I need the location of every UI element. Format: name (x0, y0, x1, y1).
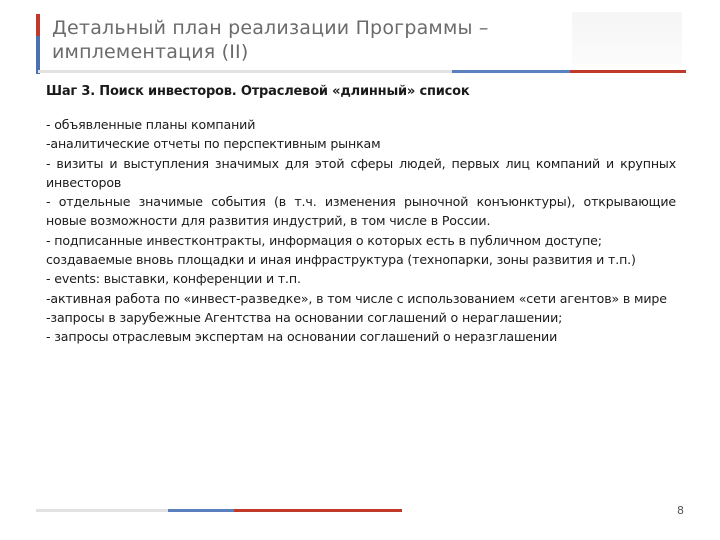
footer-divider-blue (168, 509, 234, 512)
logo-watermark (572, 12, 682, 64)
page-title (52, 16, 552, 64)
page-number: 8 (677, 504, 684, 517)
investor-sources-list (46, 115, 676, 347)
list-item: -аналитические отчеты по перспективным рынкам (46, 136, 381, 152)
header-divider-red (570, 70, 686, 73)
title-accent-bar-red (36, 14, 40, 36)
list-item: - объявленные планы компаний (46, 117, 256, 132)
list-item: создаваемые вновь площадки и иная инфраструктура (технопарки, зоны развития и т.п.) (46, 252, 636, 268)
list-item: - запросы отраслевым экспертам на основании соглашений о неразглашении (46, 329, 558, 345)
list-item: -активная работа по «инвест-разведке», в том числе с использованием «сети агентов» в мире (46, 290, 667, 306)
list-item: - подписанные инвестконтракты, информация о которых есть в публичном доступе; (46, 232, 602, 248)
footer-divider-gray (36, 509, 168, 512)
title-accent-bar-blue (36, 36, 40, 74)
list-item: - визиты и выступления значимых для этой сферы людей, первых лиц компаний и крупных инвесторов (46, 155, 676, 190)
page-title-line-1: Детальный план реализации Программы – (52, 17, 489, 39)
list-item: - отдельные значимые события (в т.ч. изменения рыночной конъюнктуры), открывающие новые возможности для развития индустрий, в том числе в России. (46, 194, 676, 229)
footer-divider-red (234, 509, 402, 512)
step-heading: Шаг 3. Поиск инвесторов. Отраслевой «длинный» список (46, 84, 470, 99)
list-item: - events: выставки, конференции и т.п. (46, 271, 301, 287)
header-divider-blue (452, 70, 570, 73)
header-divider-gray (38, 70, 452, 73)
list-item: -запросы в зарубежные Агентства на основании соглашений о нераглашении; (46, 309, 563, 325)
page-title-line-2: имплементация (II) (52, 41, 249, 63)
